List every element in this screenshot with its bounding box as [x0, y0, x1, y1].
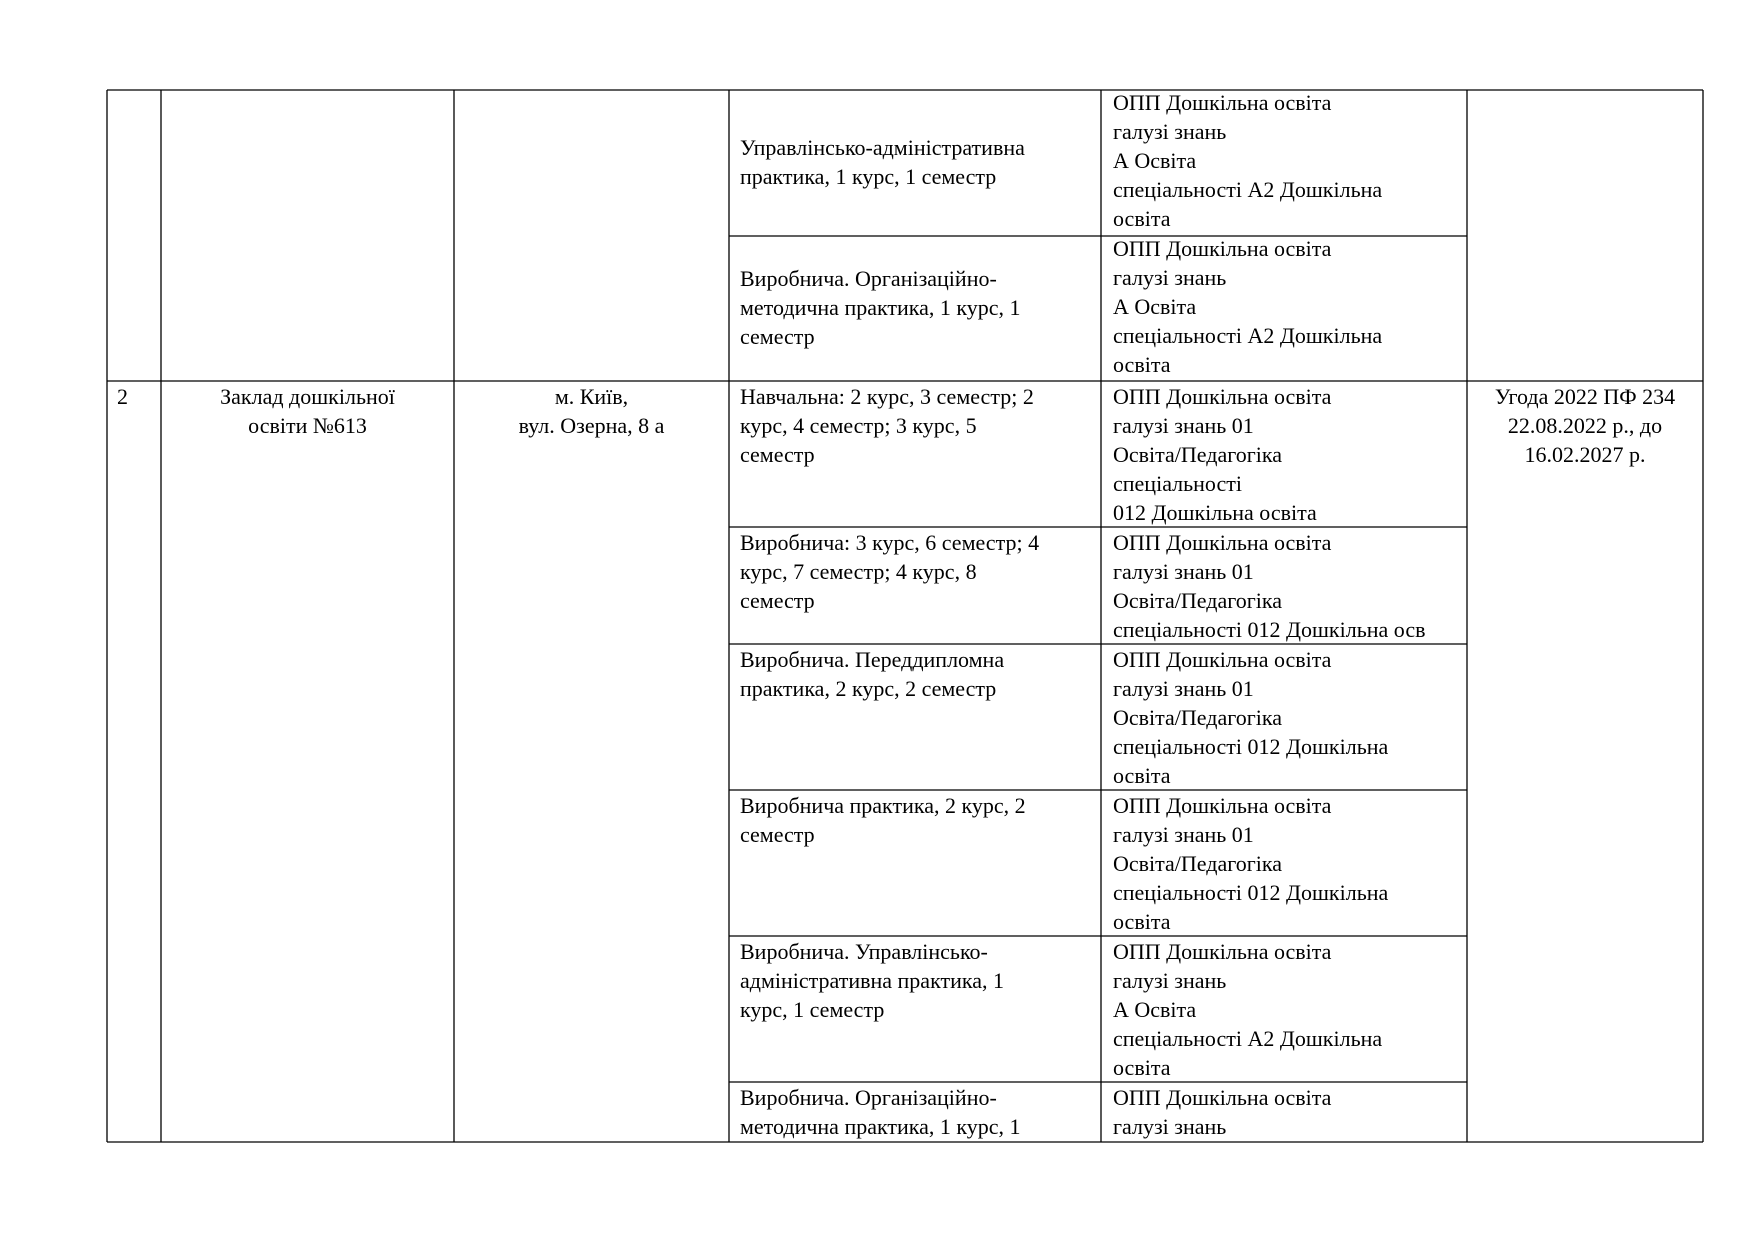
practice-cell: Виробнича практика, 2 курс, 2 семестр [740, 793, 1026, 847]
practice-cell: Виробнича: 3 курс, 6 семестр; 4 курс, 7 семестр; 4 курс, 8 семестр [740, 530, 1040, 613]
practice-cell: Виробнича. Організаційно- методична практика, 1 курс, 1 семестр [740, 266, 1021, 349]
practice-cell: Навчальна: 2 курс, 3 семестр; 2 курс, 4 семестр; 3 курс, 5 семестр [740, 384, 1034, 467]
program-cell: ОПП Дошкільна освіта галузі знань 01 Освіта/Педагогіка спеціальності 012 Дошкільна освіта [1113, 384, 1332, 525]
program-cell: ОПП Дошкільна освіта галузі знань 01 Освіта/Педагогіка спеціальності 012 Дошкільна осв [1113, 530, 1426, 642]
practice-cell: Виробнича. Організаційно- методична практика, 1 курс, 1 [740, 1085, 1021, 1139]
program-cell: ОПП Дошкільна освіта галузі знань А Освіта спеціальності А2 Дошкільна освіта [1113, 90, 1383, 231]
program-cell: ОПП Дошкільна освіта галузі знань 01 Освіта/Педагогіка спеціальності 012 Дошкільна освіта [1113, 793, 1389, 934]
program-cell: ОПП Дошкільна освіта галузі знань А Освіта спеціальності А2 Дошкільна освіта [1113, 939, 1383, 1080]
practice-cell: Виробнича. Управлінсько- адміністративна практика, 1 курс, 1 семестр [740, 939, 1004, 1022]
program-cell: ОПП Дошкільна освіта галузі знань [1113, 1085, 1332, 1139]
program-cell: ОПП Дошкільна освіта галузі знань 01 Освіта/Педагогіка спеціальності 012 Дошкільна освіта [1113, 647, 1389, 788]
institution-name: Заклад дошкільної освіти №613 [220, 384, 395, 438]
practice-cell: Управлінсько-адміністративна практика, 1 курс, 1 семестр [740, 135, 1025, 189]
practice-cell: Виробнича. Переддипломна практика, 2 курс, 2 семестр [740, 647, 1005, 701]
institution-address: м. Київ, вул. Озерна, 8 а [518, 384, 665, 438]
program-cell: ОПП Дошкільна освіта галузі знань А Освіта спеціальності А2 Дошкільна освіта [1113, 236, 1383, 377]
row-number: 2 [117, 384, 128, 409]
agreement-info: Угода 2022 ПФ 234 22.08.2022 р., до 16.02.2027 р. [1494, 384, 1676, 467]
